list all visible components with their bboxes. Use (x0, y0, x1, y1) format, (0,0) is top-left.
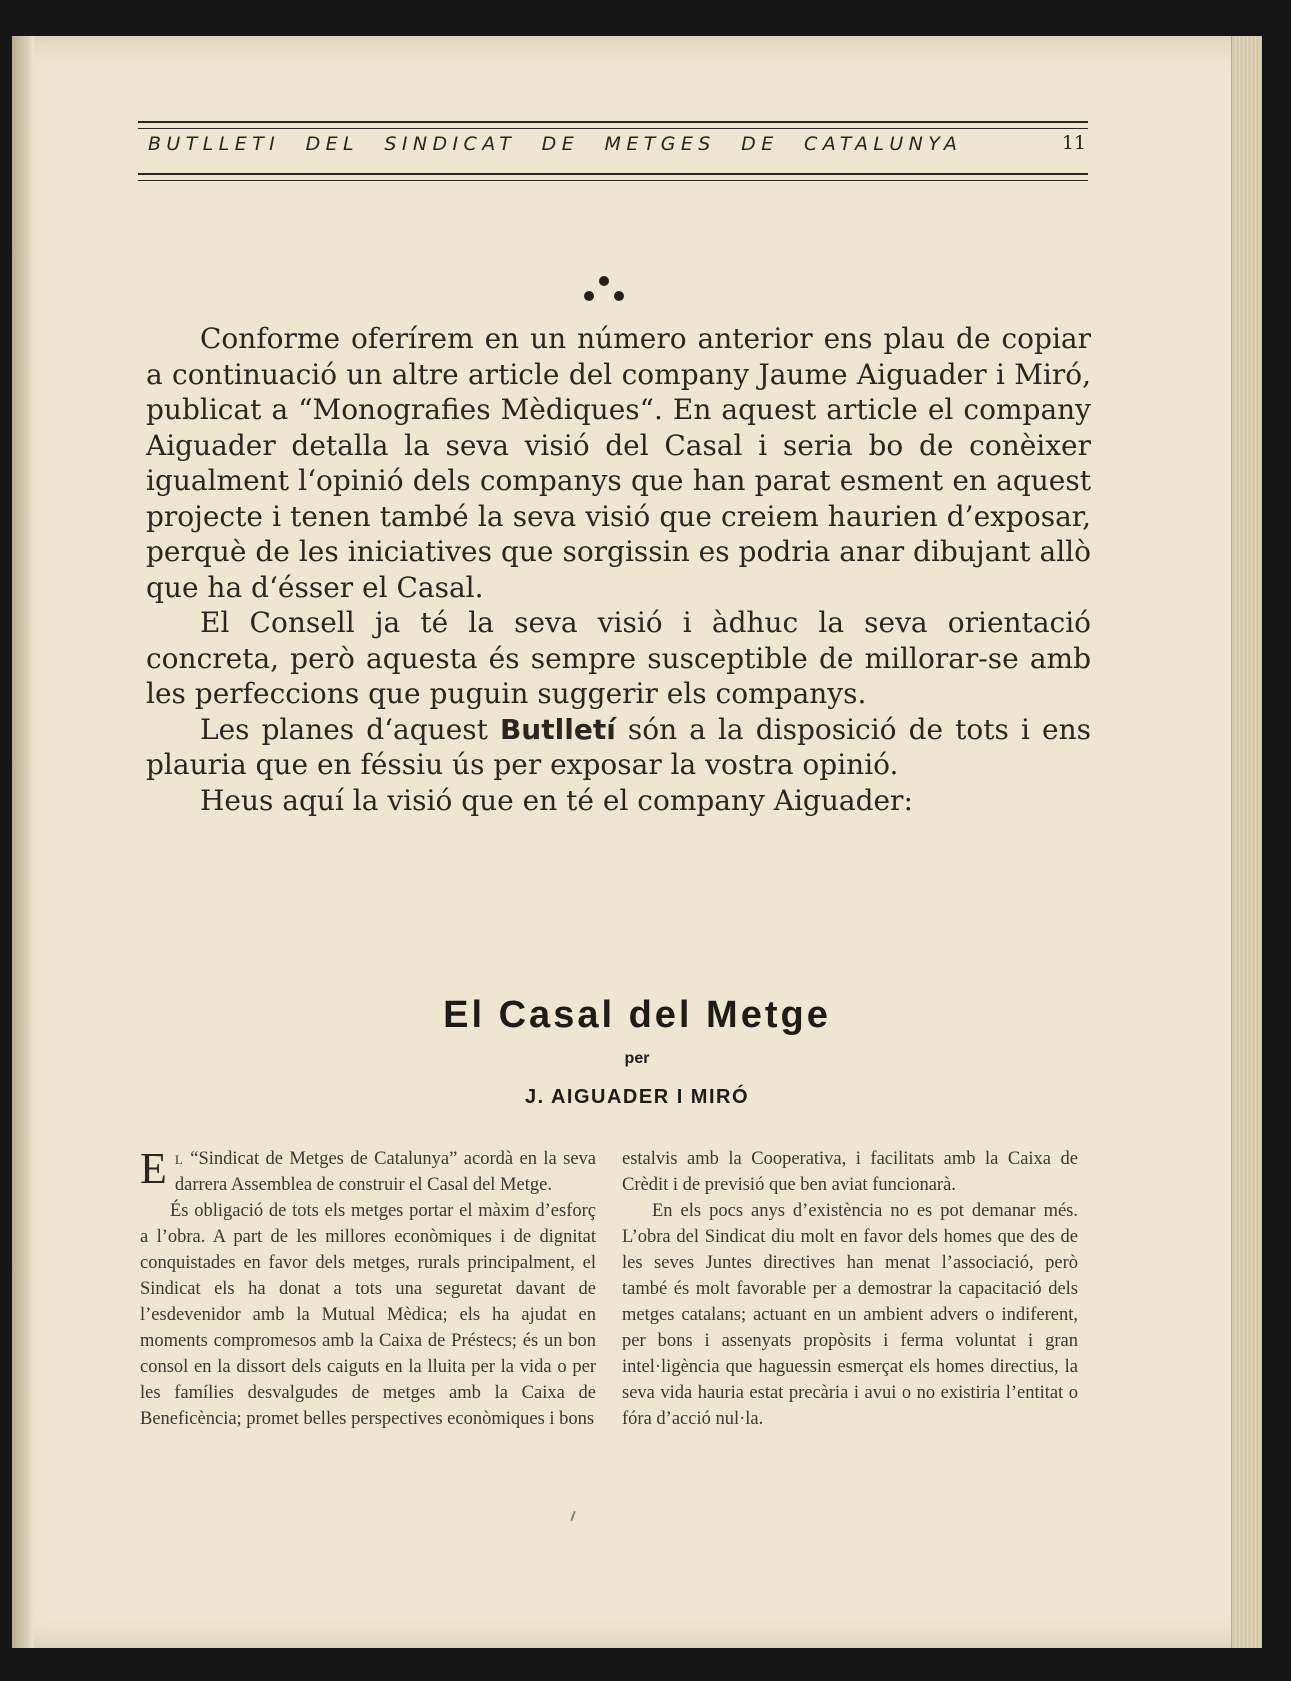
article-paragraph: En els pocs anys d’existència no es pot demanar més. L’obra del Sindicat diu molt en favor dels homes que des de les seves Juntes directives han menat l’associació, però també és molt favorable per a demostrar la capacitació dels metges catalans; actuant en un ambient advers o indiferent, per bons i assenyats propòsits i ferma voluntat i gran intel·ligència que haguessin esmerçat els homes directius, la seva vida hauria estat precària i avui o no existiria l’entitat o fóra d’acció nul·la. (622, 1201, 1078, 1429)
intro-paragraph: Heus aquí la visió que en té el company Aiguader: (200, 783, 913, 817)
header-rule-top (138, 121, 1088, 129)
article-column-right (622, 1146, 1078, 1432)
article-paragraph: El “Sindicat de Metges de Catalunya” acordà en la seva darrera Assemblea de construir el Casal del Metge. (140, 1144, 596, 1195)
page-edge (1231, 36, 1262, 1648)
binding-edge (12, 36, 34, 1648)
bulletin-name: Butlletí (499, 712, 616, 746)
intro-paragraph: Conforme oferírem en un número anterior ens plau de copiar a continuació un altre article del company Jaume Aiguader i Miró, publicat a “Monografies Mèdiques“. En aquest article el company Aiguader detalla la seva visió del Casal i seria bo de conèixer igualment l‘opinió dels companys que han parat esment en aquest projecte i tenen també la seva visió que creiem haurien d’exposar, perquè de les iniciatives que sorgissin es podria anar dibujant allò que ha d‘ésser el Casal. (146, 322, 1091, 604)
article-author: J. AIGUADER I MIRÓ (524, 1086, 750, 1108)
intro-paragraph: Les planes d‘aquest Butlletí són a la disposició de tots i ens plauria que en féssiu ús per exposar la vostra opinió. (146, 712, 1091, 781)
intro-paragraph: El Consell ja té la seva visió i àdhuc la seva orientació concreta, però aquesta és sempre susceptible de millorar-se amb les perfeccions que puguin suggerir els companys. (146, 606, 1091, 710)
article-paragraph: estalvis amb la Cooperativa, i facilitats amb la Caixa de Crèdit i de previsió que ben aviat funcionarà. (622, 1149, 1078, 1195)
article-title: El Casal del Metge (443, 994, 831, 1036)
editorial-intro (146, 321, 1091, 818)
dinkus-ornament (584, 276, 624, 306)
journal-title: BUTLLETI DEL SINDICAT DE METGES DE CATALUNYA (148, 133, 963, 155)
article-column-left (140, 1146, 596, 1432)
running-header (138, 121, 1088, 181)
drop-cap: E (140, 1144, 167, 1193)
page-number: 11 (1061, 132, 1086, 154)
article-paragraph: És obligació de tots els metges portar el màxim d’esforç a l’obra. A part de les millores econòmiques i de dignitat conquistades en favor dels metges, rurals principalment, el Sindicat els ha donat a tots una seguretat davant de l’esdevenidor amb la Mutual Mèdica; els ha ajudat en moments compromesos amb la Caixa de Préstecs; és un bon consol en la dissort dels caiguts en la lluita per la vida o per les famílies desvalgudes de metges amb la Caixa de Beneficència; promet belles perspectives econòmiques i bons (140, 1201, 596, 1429)
scan-speck (570, 1511, 575, 1521)
article-byline-per: per (624, 1050, 650, 1067)
document-page (12, 36, 1262, 1648)
header-rule-bottom (138, 173, 1088, 181)
